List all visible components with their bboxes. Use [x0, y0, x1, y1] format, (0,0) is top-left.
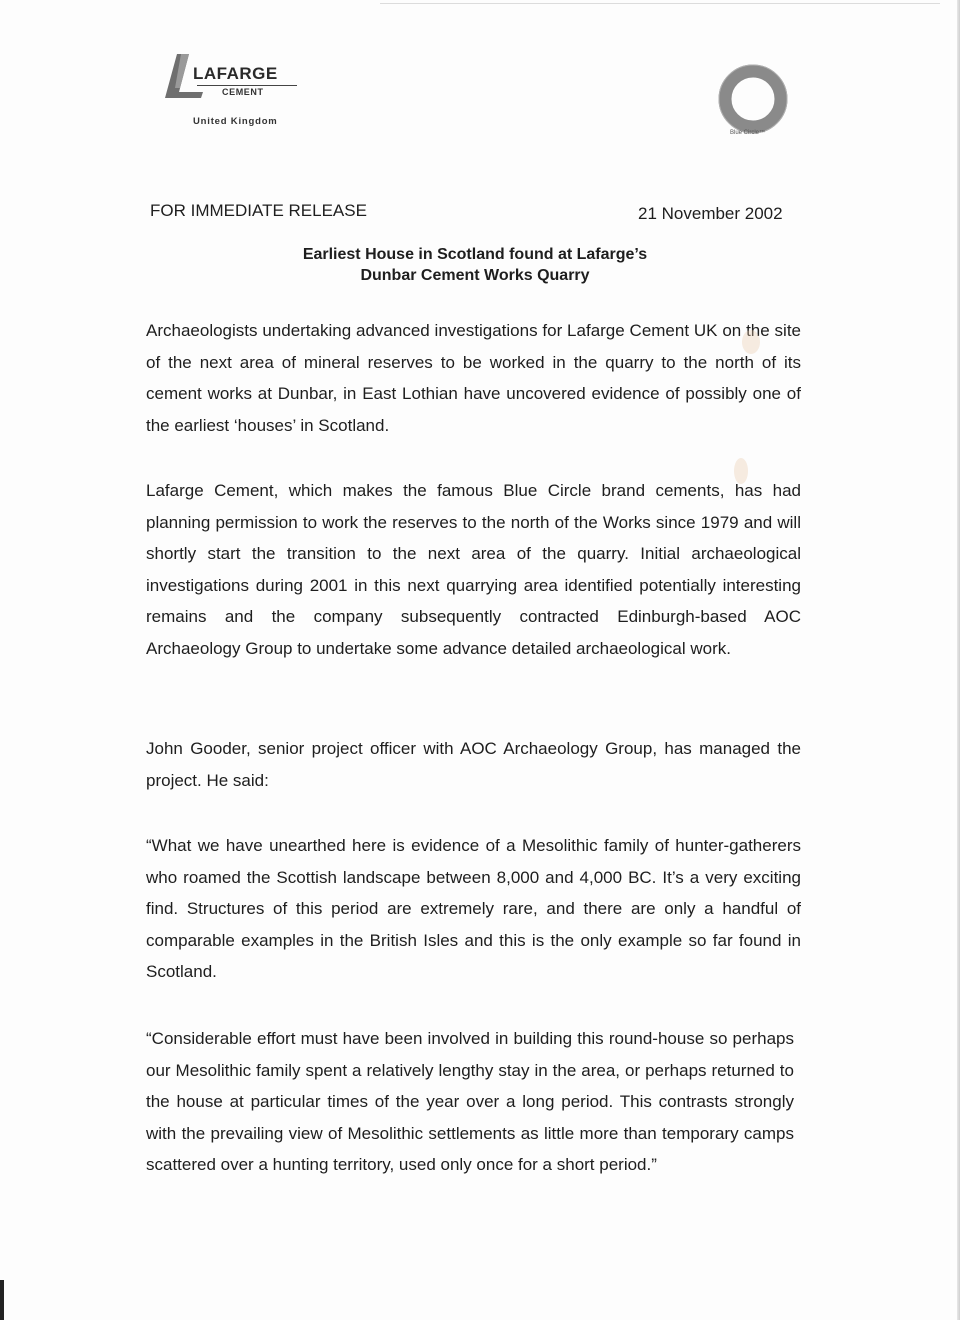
lafarge-divider: [197, 85, 297, 86]
paragraph-4-quote: “What we have unearthed here is evidence of a Mesolithic family of hunter-gatherers who roamed the Scottish landscape between 8,000 and 4,000 BC. It’s a very exciting find. Structures of this period are extremely rare, and there are only a handful of comparable examples in the British Isles and this is the only example so far found in Scotland.: [146, 836, 801, 981]
paragraph-3: John Gooder, senior project officer with AOC Archaeology Group, has managed the project. He said:: [146, 739, 801, 790]
blue-circle-caption: Blue Circle™: [730, 130, 766, 136]
lafarge-country: United Kingdom: [193, 116, 278, 127]
headline: [175, 244, 775, 286]
scan-stain: [742, 330, 760, 354]
scan-artifact-line: [380, 3, 940, 4]
release-label: FOR IMMEDIATE RELEASE: [150, 201, 367, 220]
scan-stain: [734, 458, 748, 484]
lafarge-division: CEMENT: [222, 87, 264, 97]
headline-line-2: Dunbar Cement Works Quarry: [360, 267, 590, 284]
paragraph-5-quote: “Considerable effort must have been involved in building this round-house so perhaps our Mesolithic family spent a relatively lengthy stay in the area, or perhaps returned to the house at particular times of the year over a long period. This contrasts strongly with the prevailing view of Mesolithic settlements as little more than temporary camps scattered over a hunting territory, used only once for a short period.”: [146, 1029, 794, 1174]
lafarge-wordmark: LAFARGE: [193, 64, 278, 83]
paragraph-1: Archaeologists undertaking advanced investigations for Lafarge Cement UK on the site of the next area of mineral reserves to be worked in the quarry to the north of its cement works at Dunbar, in East Lothian have uncovered evidence of possibly one of the earliest ‘houses’ in Scotland.: [146, 321, 801, 435]
paragraph-2: Lafarge Cement, which makes the famous Blue Circle brand cements, has had planning permission to work the reserves to the north of the Works since 1979 and will shortly start the transition to the next area of the quarry. Initial archaeological investigations during 2001 in this next quarrying area identified potentially interesting remains and the company subsequently contracted Edinburgh-based AOC Archaeology Group to undertake some advance detailed archaeological work.: [146, 481, 801, 658]
headline-line-1: Earliest House in Scotland found at Lafarge’s: [302, 246, 648, 263]
lafarge-logo: [163, 52, 303, 132]
release-date: 21 November 2002: [638, 204, 783, 223]
blue-circle-logo: [716, 64, 792, 144]
blue-circle-ring-icon: [718, 64, 788, 134]
scan-edge-mark: [0, 1280, 4, 1320]
